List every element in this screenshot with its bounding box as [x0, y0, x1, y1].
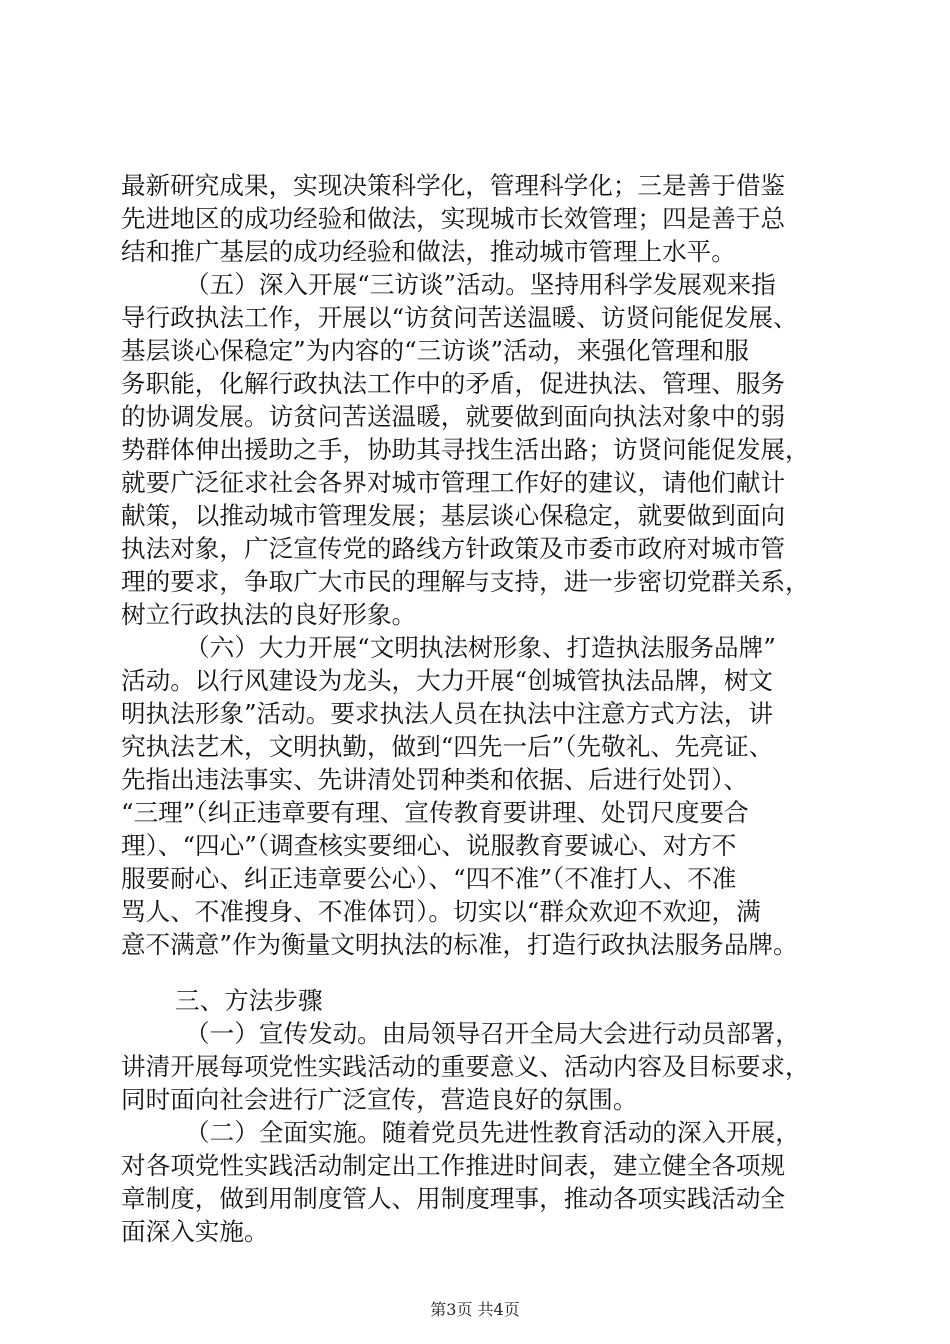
text-line: 务职能，化解行政执法工作中的矛盾，促进执法、管理、服务 [121, 369, 786, 398]
text-line: 树立行政执法的良好形象。 [121, 600, 417, 629]
text-line: （一）宣传发动。由局领导召开全局大会进行动员部署， [185, 1019, 800, 1048]
text-line: 最新研究成果，实现决策科学化，管理科学化；三是善于借鉴 [121, 171, 786, 200]
text-line: 理）、“四心”（调查核实要细心、说服教育要诚心、对方不 [121, 831, 737, 860]
page-footer: 第3页 共4页 [430, 1300, 520, 1319]
text-line: 势群体伸出援助之手，协助其寻找生活出路；访贤问能促发展， [121, 435, 810, 464]
text-line: “三理”（纠正违章要有理、宣传教育要讲理、处罚尺度要合 [121, 798, 749, 827]
text-line: （六）大力开展“文明执法树形象、打造执法服务品牌” [185, 633, 776, 662]
text-line: 面深入实施。 [121, 1217, 269, 1246]
text-line: 基层谈心保稳定”为内容的“三访谈”活动，来强化管理和服 [121, 336, 749, 365]
text-line: 骂人、不准搜身、不准体罚）。切实以“群众欢迎不欢迎，满 [121, 897, 761, 926]
text-line: 服要耐心、纠正违章要公心）、“四不准”（不准打人、不准 [121, 864, 737, 893]
text-line: 同时面向社会进行广泛宣传，营造良好的氛围。 [121, 1085, 638, 1114]
text-line: （二）全面实施。随着党员先进性教育活动的深入开展， [185, 1118, 800, 1147]
text-line: 活动。以行风建设为龙头，大力开展“创城管执法品牌，树文 [121, 666, 774, 695]
text-line: 三、方法步骤 [175, 986, 323, 1015]
text-line: 章制度，做到用制度管人、用制度理事，推动各项实践活动全 [121, 1184, 786, 1213]
text-line: （五）深入开展“三访谈”活动。坚持用科学发展观来指 [185, 270, 776, 299]
text-line: 的协调发展。访贫问苦送温暖，就要做到面向执法对象中的弱 [121, 402, 786, 431]
text-line: 执法对象，广泛宣传党的路线方针政策及市委市政府对城市管 [121, 534, 786, 563]
text-line: 明执法形象”活动。要求执法人员在执法中注意方式方法，讲 [121, 699, 774, 728]
text-line: 导行政执法工作，开展以“访贫问苦送温暖、访贤问能促发展、 [121, 303, 798, 332]
text-line: 先进地区的成功经验和做法，实现城市长效管理；四是善于总 [121, 204, 786, 233]
text-line: 究执法艺术，文明执勤，做到“四先一后”（先敬礼、先亮证、 [121, 732, 774, 761]
text-line: 讲清开展每项党性实践活动的重要意义、活动内容及目标要求， [121, 1052, 810, 1081]
text-line: 就要广泛征求社会各界对城市管理工作好的建议，请他们献计 [121, 468, 786, 497]
text-line: 意不满意”作为衡量文明执法的标准，打造行政执法服务品牌。 [121, 930, 798, 959]
text-line: 理的要求，争取广大市民的理解与支持，进一步密切党群关系， [121, 567, 810, 596]
text-line: 先指出违法事实、先讲清处罚种类和依据、后进行处罚）、 [121, 765, 749, 794]
text-line: 对各项党性实践活动制定出工作推进时间表，建立健全各项规 [121, 1151, 786, 1180]
text-line: 献策，以推动城市管理发展；基层谈心保稳定，就要做到面向 [121, 501, 786, 530]
text-line: 结和推广基层的成功经验和做法，推动城市管理上水平。 [121, 237, 736, 266]
